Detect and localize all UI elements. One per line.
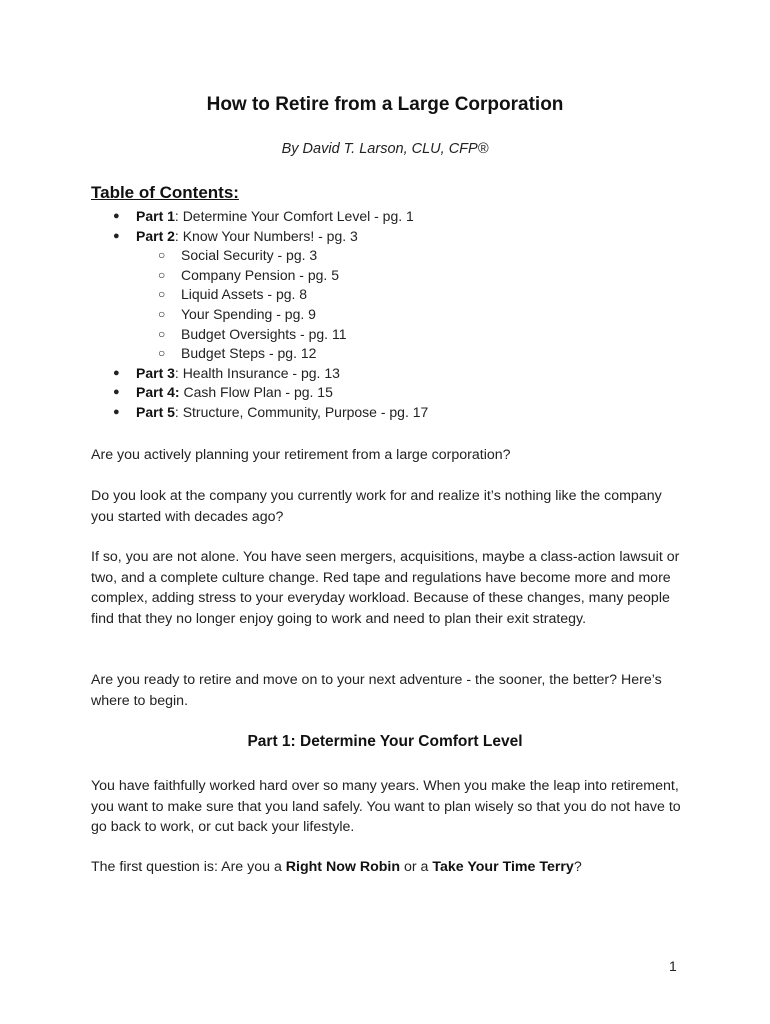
right-now-robin-label: Right Now Robin [285, 859, 401, 875]
author-byline: By David T. Larson, CLU, CFP® [281, 141, 489, 157]
filled-bullet-icon: ● [113, 229, 120, 242]
toc-part-label: Part 3 [136, 364, 175, 381]
intro-paragraph-4: Are you ready to retire and move on to your next adventure - the sooner, the better? Here’s where to begin. [91, 672, 662, 709]
toc-item [0, 364, 770, 384]
toc-item [0, 207, 770, 227]
hollow-bullet-icon: ○ [158, 346, 166, 361]
hollow-bullet-icon: ○ [158, 267, 166, 282]
toc-item-text: : Know Your Numbers! - pg. 3 [174, 227, 358, 244]
toc-item-text: Your Spending - pg. 9 [181, 305, 316, 322]
filled-bullet-icon: ● [113, 386, 120, 399]
toc-item [0, 266, 770, 286]
toc-part-label: Part 5 [136, 403, 175, 420]
toc-item-text: Budget Oversights - pg. 11 [181, 325, 347, 342]
filled-bullet-icon: ● [113, 210, 120, 222]
part1-paragraph-2 [91, 857, 681, 878]
toc-item [0, 344, 770, 364]
intro-paragraph-3: If so, you are not alone. You have seen mergers, acquisitions, maybe a class-action lawsuit or two, and a complete culture change. Red tape and regulations have become more and more complex, adding stress to your everyday workload. Because of these changes, many people find that they no longer enjoy going to work and need to plan their exit strategy. [91, 549, 680, 627]
toc-item-text: Cash Flow Plan - pg. 15 [179, 384, 333, 401]
question-connector: or a [400, 859, 433, 875]
toc-part-label: Part 4: [136, 384, 180, 401]
question-mark: ? [573, 859, 582, 875]
intro-paragraph-1: Are you actively planning your retirement from a large corporation? [91, 447, 511, 463]
toc-item-text: : Health Insurance - pg. 13 [174, 364, 340, 381]
hollow-bullet-icon: ○ [158, 326, 166, 341]
toc-part-label: Part 2 [136, 227, 175, 244]
toc-item [0, 403, 770, 423]
toc-heading: Table of Contents: [91, 183, 239, 202]
hollow-bullet-icon: ○ [158, 287, 166, 302]
toc-item-text: Company Pension - pg. 5 [181, 266, 339, 283]
toc-item-text: : Determine Your Comfort Level - pg. 1 [174, 208, 414, 224]
intro-paragraph-2: Do you look at the company you currently work for and realize it’s nothing like the company you started with decades ago? [91, 488, 662, 525]
hollow-bullet-icon: ○ [158, 248, 166, 263]
document-title: How to Retire from a Large Corporation [206, 94, 564, 115]
hollow-bullet-icon: ○ [158, 306, 166, 321]
toc-item [0, 285, 770, 305]
toc-item-text: : Structure, Community, Purpose - pg. 17 [174, 403, 429, 420]
toc-item [0, 246, 770, 266]
toc-item [0, 383, 770, 403]
question-text: The first question is: Are you a [91, 859, 286, 875]
part1-paragraph-1: You have faithfully worked hard over so many years. When you make the leap into retirement, you want to make sure that you land safely. You want to plan wisely so that you do not have to go back to work, or cut back your lifestyle. [91, 778, 681, 835]
toc-item-text: Liquid Assets - pg. 8 [181, 286, 308, 303]
filled-bullet-icon: ● [113, 405, 120, 418]
section-heading-part1: Part 1: Determine Your Comfort Level [247, 733, 523, 750]
table-of-contents [0, 207, 770, 423]
take-your-time-terry-label: Take Your Time Terry [432, 859, 574, 875]
filled-bullet-icon: ● [113, 366, 120, 379]
toc-part-label: Part 1 [136, 208, 175, 224]
toc-item-text: Budget Steps - pg. 12 [181, 345, 317, 362]
toc-item-text: Social Security - pg. 3 [181, 247, 318, 264]
toc-item [0, 227, 770, 247]
toc-item [0, 305, 770, 325]
toc-item [0, 325, 770, 345]
page-number: 1 [669, 958, 677, 974]
